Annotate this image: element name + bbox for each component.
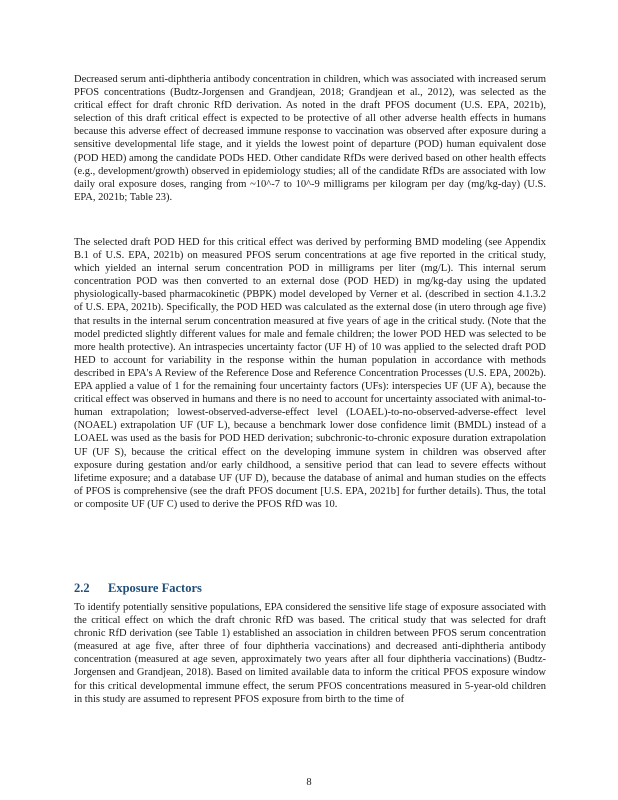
paragraph-pod-derivation: The selected draft POD HED for this critical effect was derived by performing BMD modeling (see Appendix B.1 of U.S. EPA, 2021b) on measured PFOS serum concentrations at age five reported in the critical study, which yielded an internal serum concentration POD in milligrams per liter (mg/L). This internal serum concentration POD was then converted to an external dose (POD HED) in mg/kg-day using the updated physiologically-based pharmacokinetic (PBPK) model developed by Verner et al. (described in section 4.1.3.2 of U.S. EPA, 2021b). Specifically, the POD HED was calculated as the external dose (in utero through age five) that results in the internal serum concentration measured at five years of age in the critical study. (Note that the model predicted slightly different values for male and female children; the lower POD HED was selected to be more health protective). An intraspecies uncertainty factor (UF H) of 10 was applied to the selected draft POD HED to account for variability in the response within the human population in accordance with methods described in EPA's A Review of the Reference Dose and Reference Concentration Processes (U.S. EPA, 2002b). EPA applied a value of 1 for the remaining four uncertainty factors (UFs): interspecies UF (UF A), because the critical effect was observed in humans and there is no need to account for uncertainty associated with animal-to-human extrapolation; lowest-observed-adverse-effect level (LOAEL)-to-no-observed-adverse-effect level (NOAEL) extrapolation UF (UF L), because a benchmark lower dose confidence limit (BMDL) instead of a LOAEL was used as the basis for POD HED derivation; subchronic-to-chronic exposure duration extrapolation UF (UF S), because the critical effect on the developing immune system in children was observed after exposure during gestation and/or early childhood, a sensitive period that can lead to severe effects without lifetime exposure; and a database UF (UF D), because the database of animal and human studies on the effects of PFOS is comprehensive (see the draft PFOS document [U.S. EPA, 2021b] for further details). Thus, the total or composite UF (UF C) used to derive the PFOS RfD was 10.: [74, 237, 546, 510]
section-number: 2.2: [74, 581, 90, 595]
paragraph-exposure-factors: To identify potentially sensitive populations, EPA considered the sensitive life stage of exposure associated with the critical effect on which the draft chronic RfD was based. The critical study that was selected for draft chronic RfD derivation (see Table 1) established an association in children between PFOS serum concentration (measured at age five, after three of four diphtheria vaccinations) and decreased anti-diphtheria antibody concentration (measured at age seven, approximately two years after all four diphtheria vaccinations) (Budtz-Jorgensen and Grandjean, 2018). Based on limited available data to inform the critical PFOS exposure window for this critical developmental immune effect, the serum PFOS concentrations measured in 5-year-old children in this study are assumed to represent PFOS exposure from birth to the time of: [74, 602, 546, 705]
paragraph-critical-effect: Decreased serum anti-diphtheria antibody concentration in children, which was associated with increased serum PFOS concentrations (Budtz-Jorgensen and Grandjean, 2018; Grandjean et al., 2012), was selected as the critical effect for draft chronic RfD derivation. As noted in the draft PFOS document (U.S. EPA, 2021b), selection of this draft critical effect is expected to be protective of all other adverse health effects in humans because this adverse effect of decreased immune response to vaccination was observed after exposure during a sensitive developmental life stage, and it yields the lowest point of departure (POD) human equivalent dose (POD HED) among the candidate PODs HED. Other candidate RfDs were derived based on other health effects (e.g., development/growth) observed in epidemiology studies; all of the candidate RfDs are associated with low daily oral exposure doses, ranging from ~10^-7 to 10^-9 milligrams per kilogram per day (mg/kg-day) (U.S. EPA, 2021b; Table 23).: [74, 74, 546, 203]
section-title: Exposure Factors: [108, 581, 202, 595]
page-number: 8: [306, 777, 312, 788]
section-heading: [74, 581, 546, 596]
